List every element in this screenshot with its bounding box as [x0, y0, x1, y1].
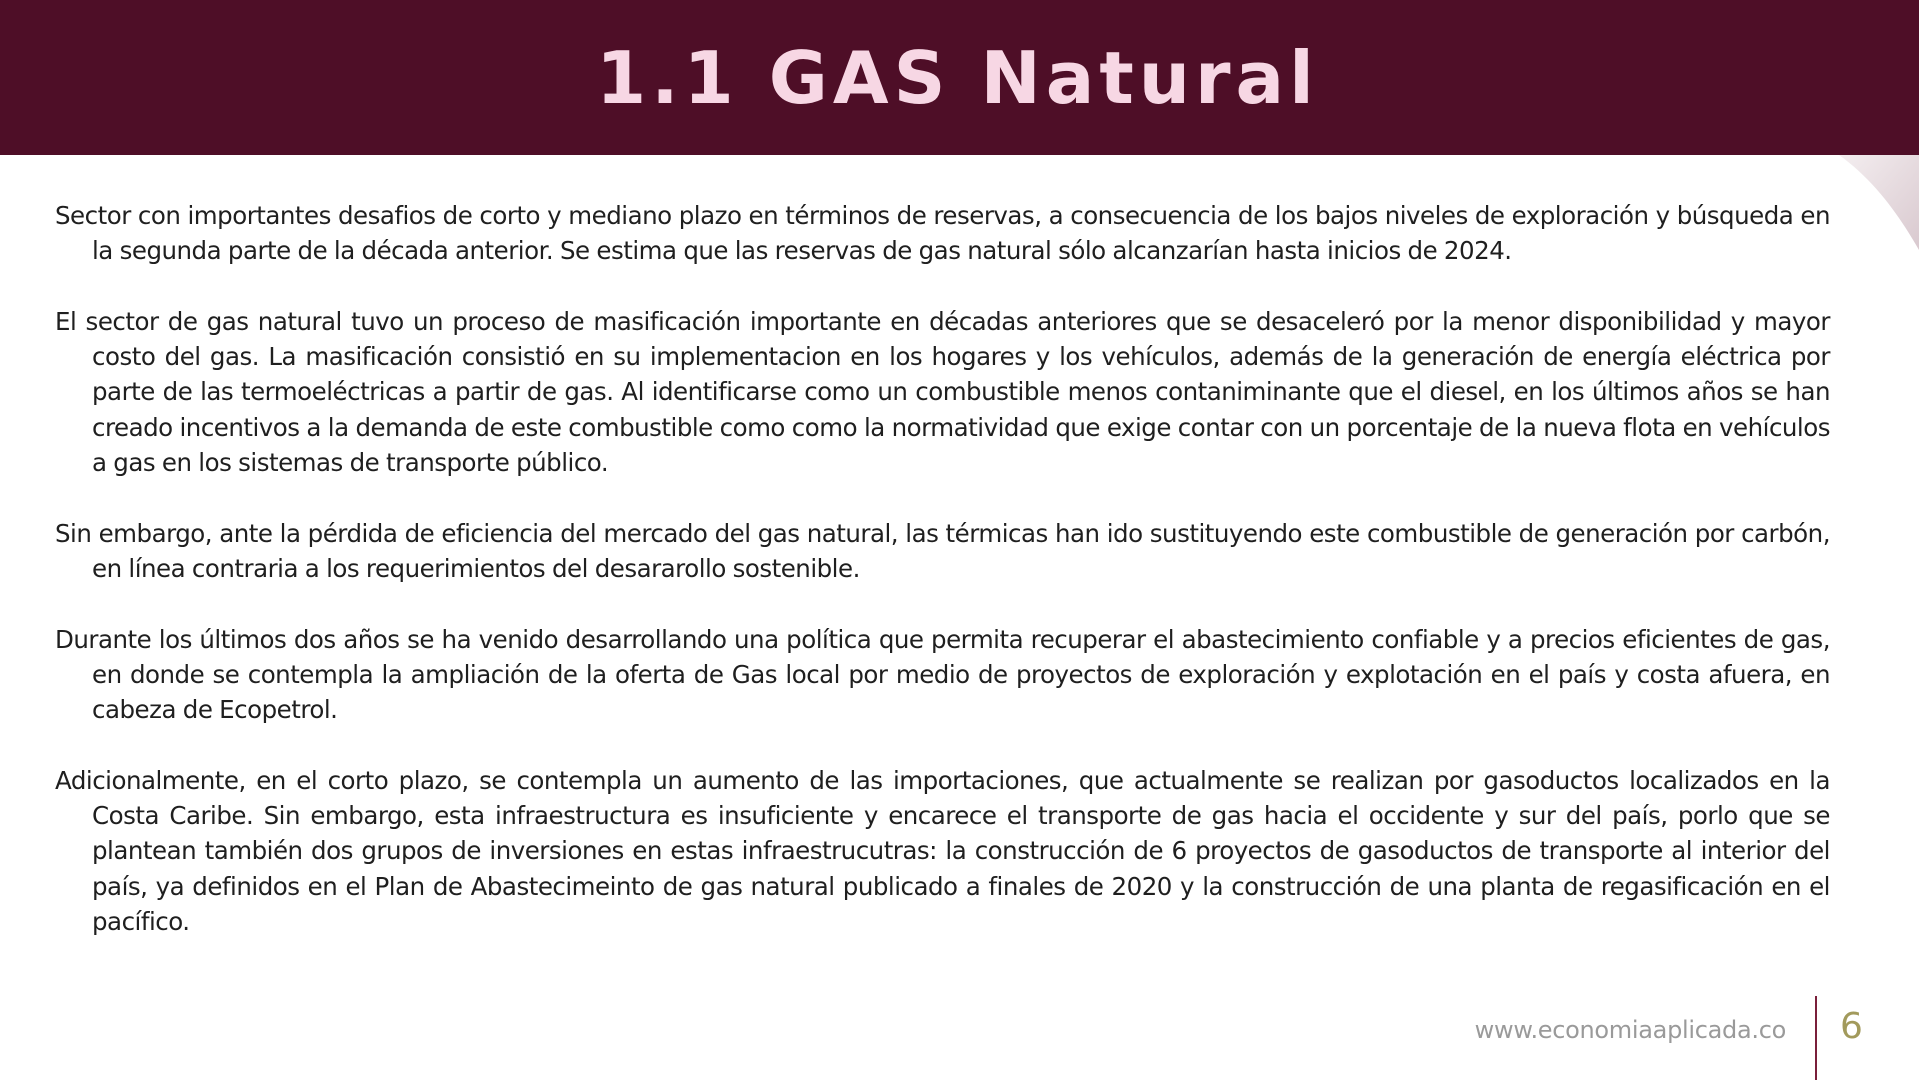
title-bar [0, 0, 1919, 155]
paragraph-massification: El sector de gas natural tuvo un proceso de masificación importante en décadas anteriores que se desaceleró por la menor disponibilidad y mayor costo del gas. La masificación consistió en su implementacion en los hogares y los vehículos, además de la generación de energía eléctrica por parte de las termoeléctricas a partir de gas. Al identificarse como un combustible menos contaniminante que el diesel, en los últimos años se han creado incentivos a la demanda de este combustible como como la normatividad que exige contar con un porcentaje de la nueva flota en vehículos a gas en los sistemas de transporte público. [55, 306, 1830, 478]
paragraph-reserves: Sector con importantes desafios de corto y mediano plazo en términos de reservas, a consecuencia de los bajos niveles de exploración y búsqueda en la segunda parte de la década anterior. Se estima que las reservas de gas natural sólo alcanzarían hasta inicios de 2024. [55, 201, 1830, 266]
paragraph-efficiency-loss: Sin embargo, ante la pérdida de eficiencia del mercado del gas natural, las térmicas han ido sustituyendo este combustible de generación por carbón, en línea contraria a los requerimientos del desararollo sostenible. [55, 518, 1830, 583]
footer-divider [1815, 996, 1817, 1080]
slide-body [55, 198, 1830, 975]
page-number: 6 [1840, 1006, 1863, 1047]
slide-title: 1.1 GAS Natural [596, 35, 1319, 120]
paragraph-imports: Adicionalmente, en el corto plazo, se contempla un aumento de las importaciones, que actualmente se realizan por gasoductos localizados en la Costa Caribe. Sin embargo, esta infraestructura es insuficiente y encarece el transporte de gas hacia el occidente y sur del país, porlo que se plantean también dos grupos de inversiones en estas infraestrucutras: la construcción de 6 proyectos de gasoductos de transporte al interior del país, ya definidos en el Plan de Abastecimeinto de gas natural publicado a finales de 2020 y la construcción de una planta de regasificación en el pacífico. [55, 765, 1830, 936]
paragraph-supply-policy: Durante los últimos dos años se ha venido desarrollando una política que permita recuperar el abastecimiento confiable y a precios eficientes de gas, en donde se contempla la ampliación de la oferta de Gas local por medio de proyectos de exploración y explotación en el país y costa afuera, en cabeza de Ecopetrol. [55, 624, 1830, 725]
footer-website: www.economiaaplicada.co [1474, 1016, 1786, 1044]
corner-decoration [1839, 155, 1919, 250]
